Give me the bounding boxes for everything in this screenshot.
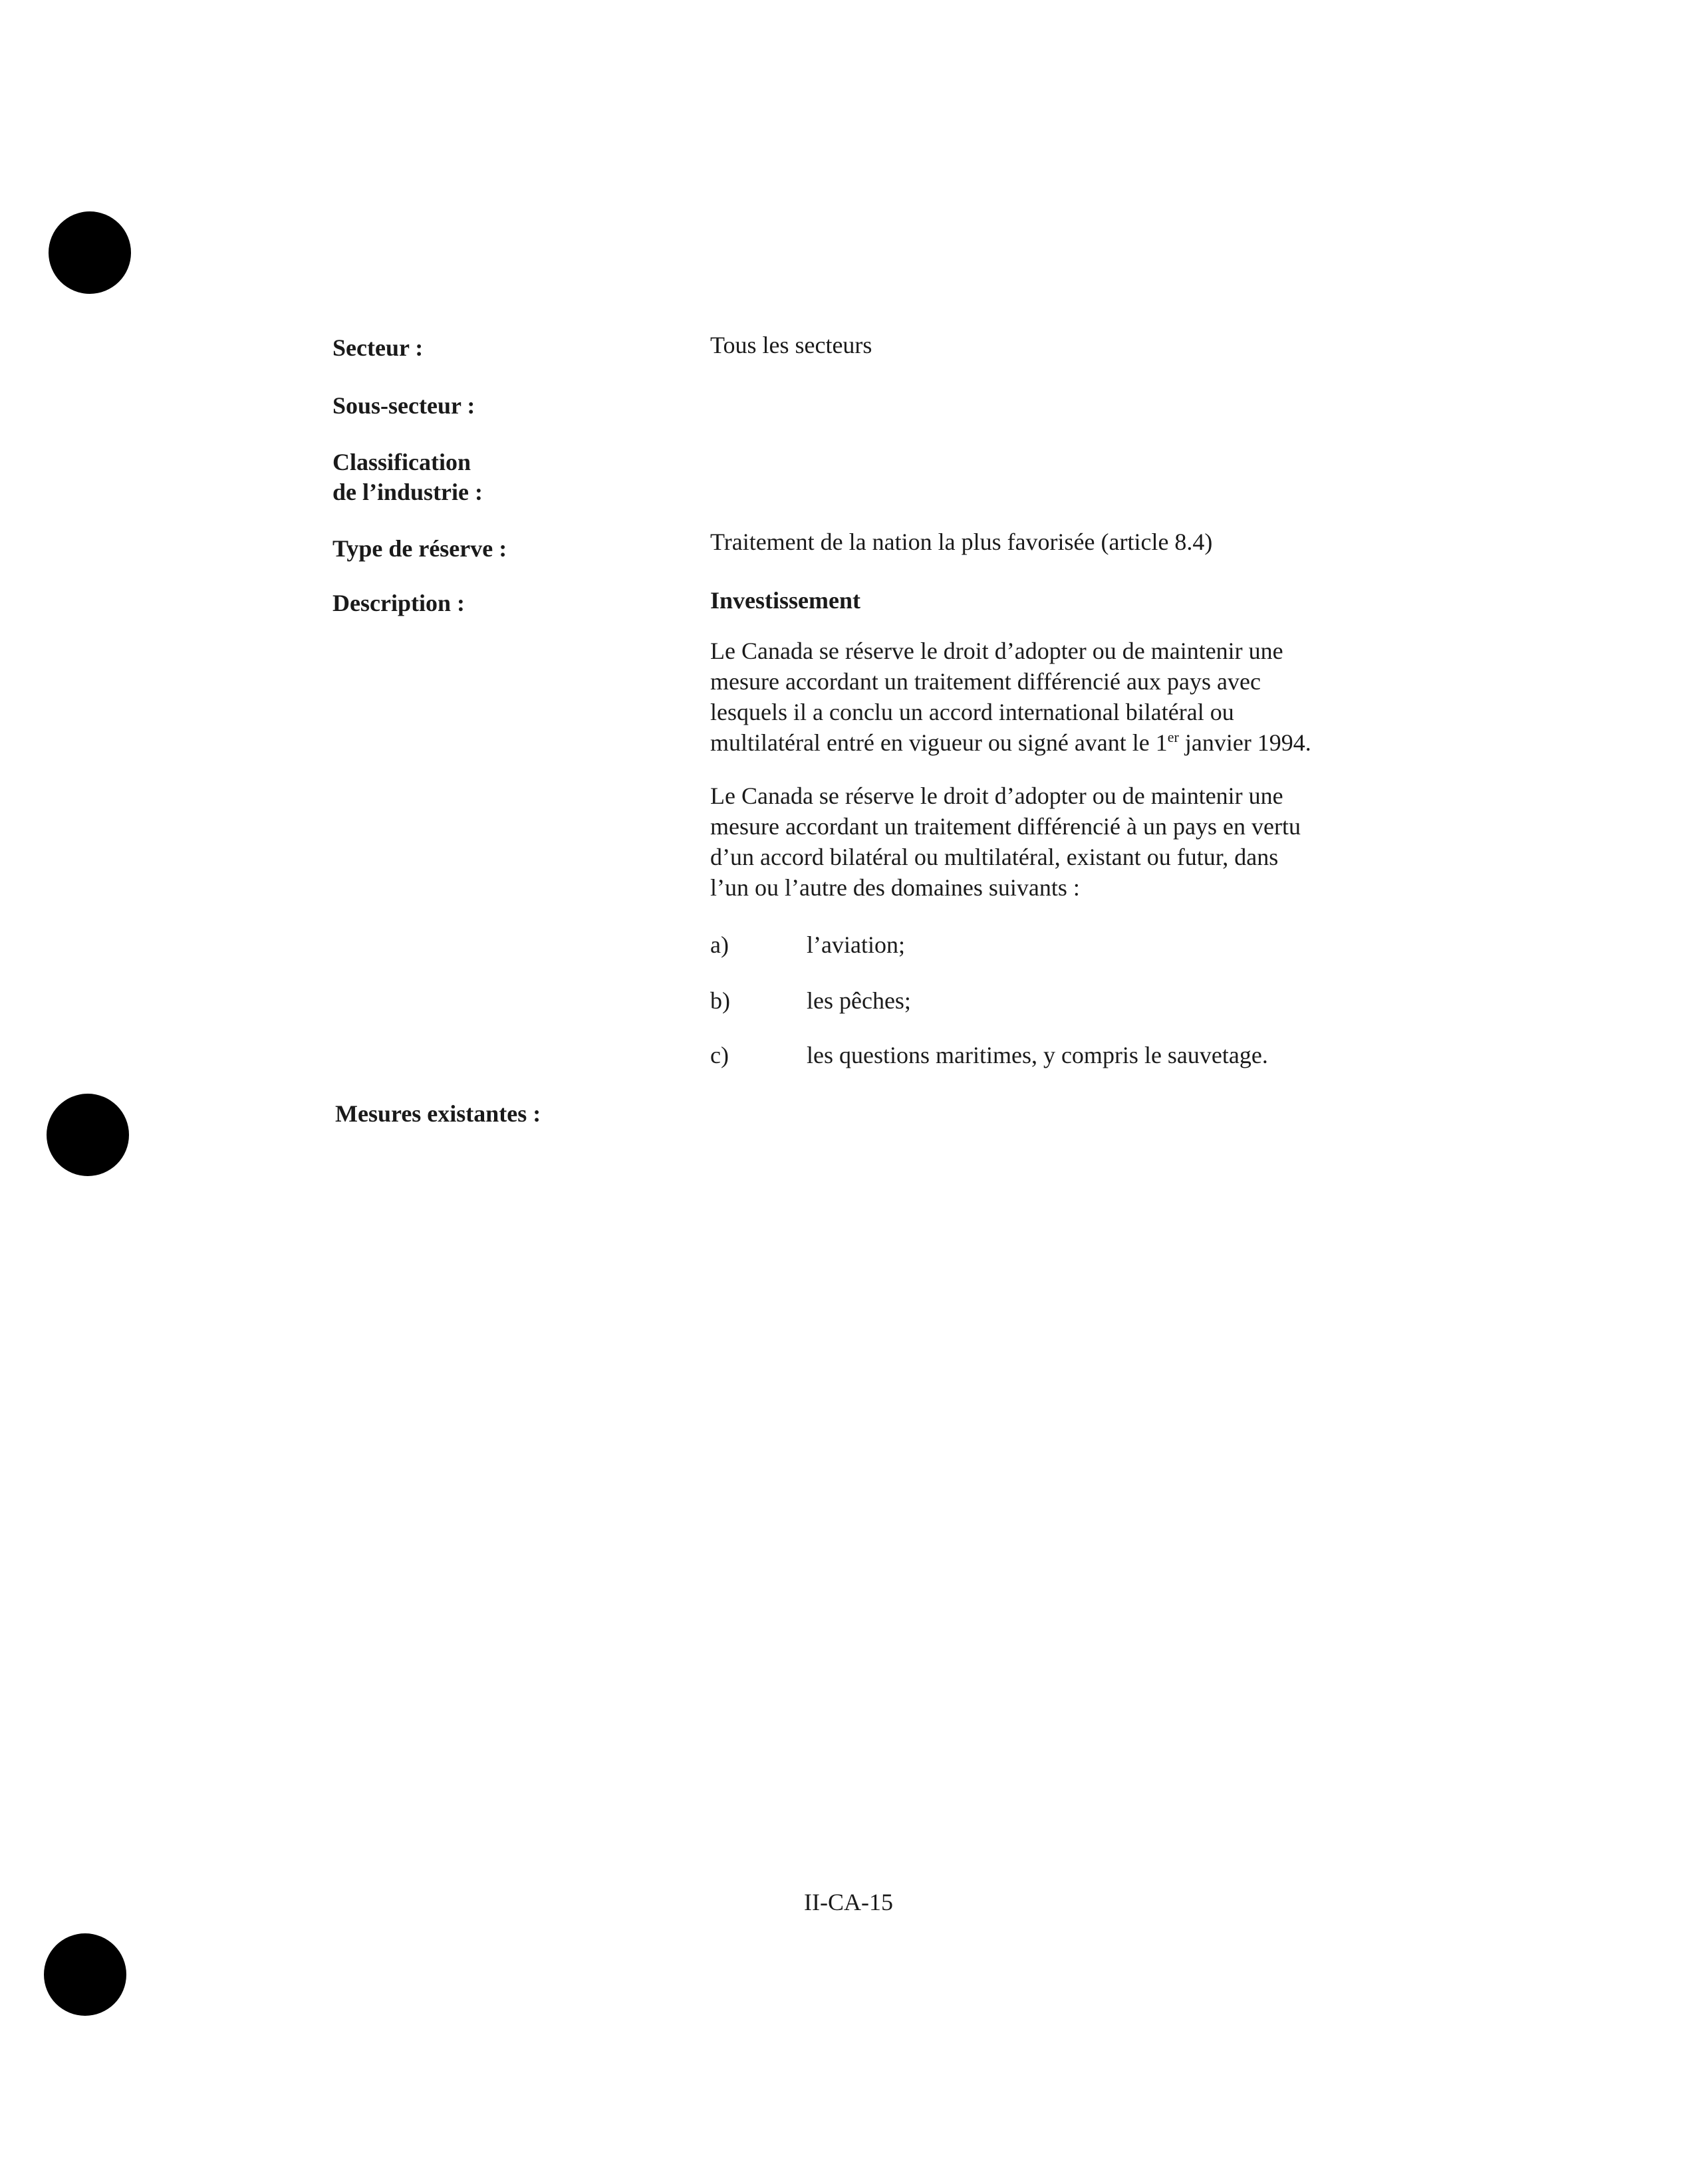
page-number: II-CA-15	[804, 1889, 893, 1915]
list-item-text: les pêches;	[807, 987, 911, 1014]
list-item-b	[710, 985, 911, 1016]
mesures-existantes-label: Mesures existantes :	[335, 1100, 541, 1127]
list-item-c	[710, 1040, 1268, 1070]
para2-line4: l’un ou l’autre des domaines suivants :	[710, 874, 1080, 901]
list-item-marker: c)	[710, 1042, 729, 1068]
list-item-marker: b)	[710, 987, 730, 1014]
description-paragraph-2	[710, 781, 1382, 903]
list-item-a	[710, 929, 905, 960]
description-heading: Investissement	[710, 587, 860, 614]
description-paragraph-1	[710, 636, 1382, 758]
secteur-label: Secteur :	[332, 334, 424, 361]
classification-label-line1: Classification	[332, 449, 471, 475]
type-reserve-value: Traitement de la nation la plus favorisée (article 8.4)	[710, 529, 1213, 555]
para1-line4-superscript: er	[1167, 729, 1179, 745]
para2-line2: mesure accordant un traitement différencié à un pays en vertu	[710, 813, 1301, 840]
list-item-marker: a)	[710, 931, 729, 958]
para1-line2: mesure accordant un traitement différencié aux pays avec	[710, 668, 1261, 695]
punch-hole-middle	[47, 1094, 129, 1176]
list-item-text: les questions maritimes, y compris le sauvetage.	[807, 1042, 1268, 1068]
secteur-value: Tous les secteurs	[710, 332, 872, 358]
para1-line4-after: janvier 1994.	[1178, 729, 1311, 756]
type-reserve-label: Type de réserve :	[332, 535, 507, 562]
para1-line4	[710, 727, 1382, 758]
sous-secteur-label: Sous-secteur :	[332, 392, 475, 419]
punch-hole-top	[49, 211, 131, 294]
para1-line3: lesquels il a conclu un accord international bilatéral ou	[710, 699, 1234, 725]
para2-line3: d’un accord bilatéral ou multilatéral, existant ou futur, dans	[710, 844, 1279, 870]
list-item-text: l’aviation;	[807, 931, 905, 958]
classification-label-line2: de l’industrie :	[332, 479, 483, 505]
description-label: Description :	[332, 590, 465, 616]
para2-line1: Le Canada se réserve le droit d’adopter ou de maintenir une	[710, 783, 1283, 809]
punch-hole-bottom	[44, 1933, 126, 2016]
para1-line4-before: multilatéral entré en vigueur ou signé avant le 1	[710, 729, 1168, 756]
para1-line1: Le Canada se réserve le droit d’adopter ou de maintenir une	[710, 638, 1283, 664]
